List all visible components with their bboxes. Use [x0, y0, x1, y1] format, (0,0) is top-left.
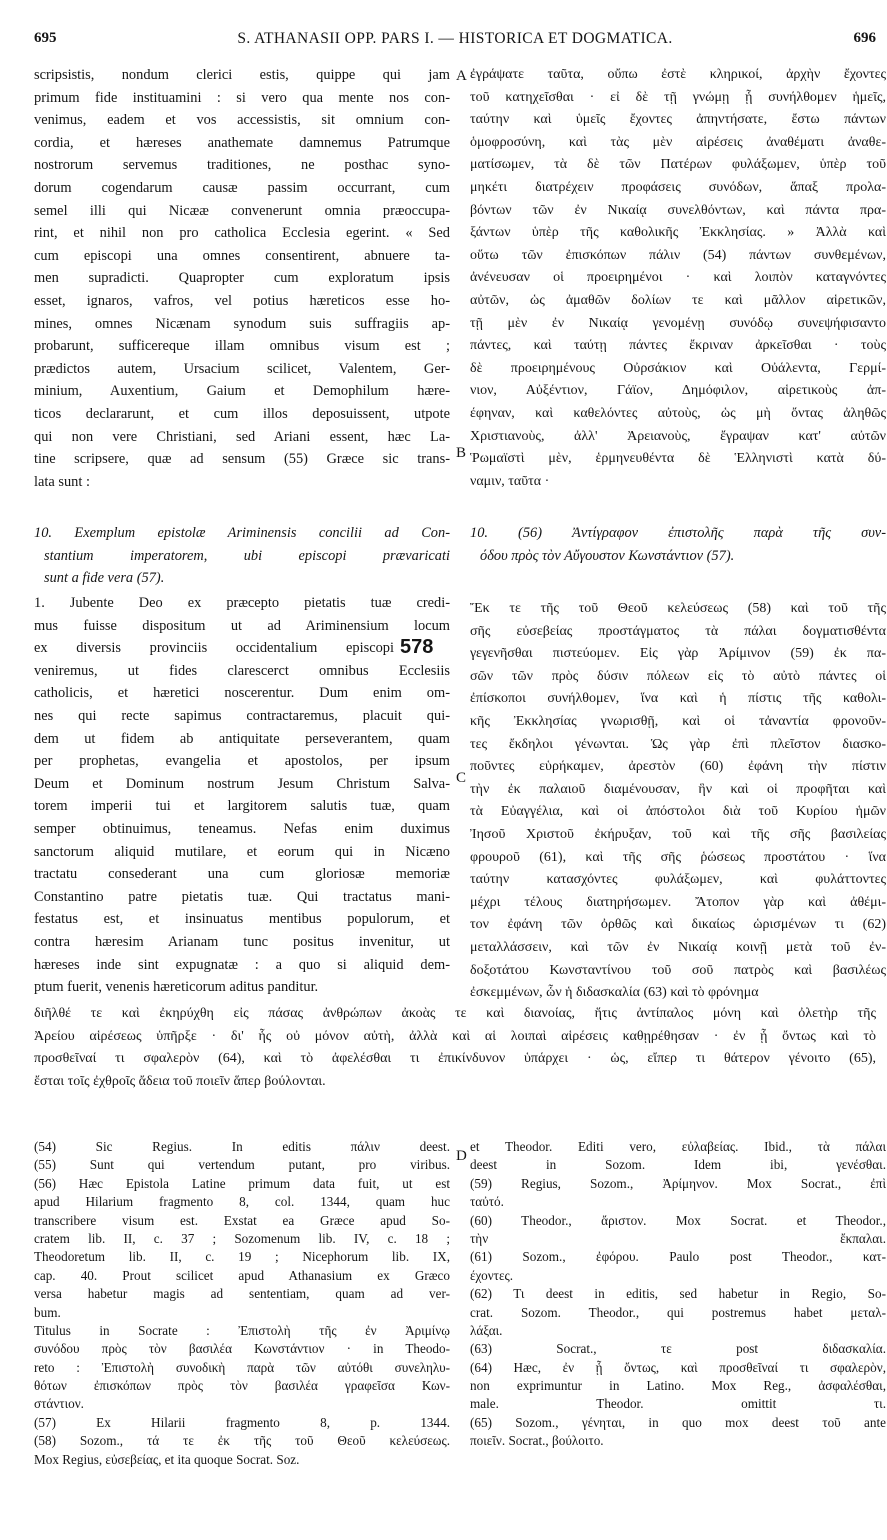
- greek-top-line: έφηναν, καὶ καθελόντες αὐτοὺς, ὡς μὴ ὄντας ἀληθῶς: [470, 405, 886, 421]
- greek-top-line: ναμιν, ταῦτα ·: [470, 473, 550, 489]
- greek-body-line: μεταλλάσσειν, καὶ τῶν ἐν Νικαίᾳ κοινῇ μετὰ τοῦ ἐν-: [470, 939, 886, 955]
- latin-top-line: men supradicti. Quapropter cum exploratum ipsis: [34, 270, 450, 287]
- latin-top-line: minium, Auxentium, Gaium et Demophilum hære-: [34, 383, 450, 400]
- latin-body-line: Deum et Dominum nostrum Jesum Christum Salva-: [34, 775, 450, 792]
- latin-text-top: [34, 64, 450, 493]
- latin-top-line: cum episcopi una omnes consentirent, abnuere ta-: [34, 247, 450, 264]
- footnote-left-line: Theodoretum lib. II, c. 19 ; Nicephorum lib. IX,: [34, 1249, 450, 1265]
- greek-top-line: αὐτῶν, ὡς ἀμαθῶν δολίων τε καὶ μᾶλλον αἱρετικῶν,: [470, 292, 886, 308]
- latin-body-line: tractatu consederant una cum gloriosæ memoriæ: [34, 866, 450, 883]
- greek-full-line: διῆλθέ τε καὶ ἐκηρύχθη εἰς πάσας ἀνθρώπων ἀκοὰς τε καὶ διανοίας, ἥτις ἀντίπαλος μόνη καὶ ὀλετὴρ τῆς: [34, 1006, 876, 1021]
- greek-text-full-width: [34, 1003, 876, 1093]
- latin-top-line: ticos declararunt, et cum illos deposuissent, utpote: [34, 405, 450, 422]
- margin-marker-a: A: [456, 68, 467, 84]
- footnote-right-line: λάξαι.: [470, 1322, 503, 1338]
- latin-body-line: torem imperii tui et largitorem salutis tuæ, quam: [34, 798, 450, 815]
- footnote-left-line: (54) Sic Regius. In editis πάλιν deest.: [34, 1139, 450, 1154]
- latin-body-line: Constantino patre pietatis tuæ. Qui tractatus mani-: [34, 888, 450, 905]
- latin-top-line: semel illi qui Nicææ convenerunt omnia præoccupa-: [34, 202, 450, 219]
- latin-top-line: tine scripsere, quæ ad sensum (55) Græce sic trans-: [34, 451, 450, 468]
- greek-top-line: ξάντων ὑπὲρ τῆς καθολικῆς Ἐκκλησίας. » Ἀλλὰ καὶ: [470, 225, 886, 241]
- latin-top-line: probarunt, sufficereque illam omnibus visum est ;: [34, 338, 450, 355]
- latin-body-line: festatus est, et insinuatus mentibus populorum, et: [34, 911, 450, 928]
- footnote-left-line: στάντιον.: [34, 1396, 84, 1412]
- latin-top-line: esset, ignaros, vafros, vel potius hæreticos esse ho-: [34, 292, 450, 309]
- greek-top-line: δὲ προειρημένους Οὐρσάκιον καὶ Οὐάλεντα, Γερμί-: [470, 360, 886, 376]
- latin-top-line: rint, et nihil non pro catholica Ecclesia egerint. « Sed: [34, 225, 450, 242]
- greek-top-line: νιον, Αὐξέντιον, Γάϊον, Δημόφιλον, αἱρετικοὺς ἀπ-: [470, 383, 886, 399]
- greek-full-line: ἔσται τοῖς ἐχθροῖς ἄδεια τοῦ ποιεῖν ἅπερ βούλονται.: [34, 1073, 326, 1089]
- greek-body-line: τες ἔκδηλοι γένωνται. Ὡς γὰρ ἐπὶ πλεῖστον διασκο-: [470, 736, 886, 752]
- latin-body-line: per prophetas, evangelia et apostolos, per ipsum: [34, 753, 450, 770]
- latin-top-line: dorum cogendarum causæ passim occurrant, cum: [34, 179, 450, 196]
- footnote-left-line: transcribere visum est. Exstat ea Græce apud So-: [34, 1212, 450, 1228]
- footnote-left-line: cratem lib. II, c. 37 ; Sozomenum lib. IV, c. 18 ;: [34, 1230, 450, 1246]
- page-number-right: 696: [853, 30, 876, 46]
- greek-body-line: ταύτην κατασχόντες φυλάξωμεν, καὶ φυλάττοντες: [470, 872, 886, 888]
- greek-top-line: τοῦ κατηχεῖσθαι · εἰ δὲ τῇ γνώμῃ ᾗ συνήλθομεν ἡμεῖς,: [470, 89, 886, 105]
- page-number-left: 695: [34, 30, 57, 46]
- latin-body-line: mus fuisse dispositum ut ad Ariminensium locum: [34, 617, 450, 634]
- footnote-left-line: θότων ἐπισκόπων πρὸς τὸν βασιλέα γραφεῖσα Κων-: [34, 1378, 450, 1394]
- greek-top-line: βόντων τῶν ἐν Νικαίᾳ συνελθόντων, καὶ πάντα πρα-: [470, 202, 886, 218]
- latin-body-line: sanctorum aliquid mutilare, et eorum qui in Nicæno: [34, 843, 450, 860]
- footnote-right-line: crat. Sozom. Theodor., qui postremus habet μεταλ-: [470, 1304, 886, 1320]
- footnote-right-line: ταὐτό.: [470, 1194, 504, 1210]
- greek-text-top: [470, 64, 886, 493]
- latin-body-line: ptum fuerit, venenis hæreticorum aditus panditur.: [34, 979, 319, 996]
- footnote-right-line: (62) Τι deest in editis, sed habetur in Regio, So-: [470, 1286, 886, 1302]
- footnote-left-line: (56) Hæc Epistola Latine primum data fuit, ut est: [34, 1175, 450, 1191]
- greek-top-line: ταύτην καὶ ὑμεῖς ἔχοντες ἀπηντήσατε, ἔστω πάντων: [470, 112, 886, 128]
- footnote-right-line: (64) Hæc, ἐν ᾗ ὄντως, καὶ προσθεῖναί τι σφαλερὸν,: [470, 1359, 886, 1375]
- latin-top-line: venimus, eadem et vos accessistis, sit omnium con-: [34, 112, 450, 129]
- latin-top-line: cordia, et hæreses anathemate damnemus Patrumque: [34, 134, 450, 151]
- greek-top-line: πάντες, καὶ ταύτῃ πάντες ἔκριναν ἀρκεῖσθαι · τοὺς: [470, 338, 886, 354]
- latin-body-line: catholicis, et hæretici noscerentur. Dum enim om-: [34, 685, 450, 702]
- latin-top-line: mines, omnes Nicænam synodum suis suffragiis ap-: [34, 315, 450, 332]
- greek-body-line: φρουροῦ (61), καὶ τῆς σῆς ῥώσεως προστάτου · ἵνα: [470, 849, 886, 865]
- footnote-right-line: (60) Theodor., ἄριστον. Mox Socrat. et Theodor.,: [470, 1212, 886, 1228]
- footnotes-right: [470, 1138, 886, 1451]
- latin-body-line: 1. Jubente Deo ex præcepto pietatis tuæ credi-: [34, 595, 450, 611]
- footnote-right-line: (63) Socrat., τε post διδασκαλία.: [470, 1341, 886, 1357]
- latin-top-line: qui non vere Christiani, sed Ariani essent, hæc La-: [34, 428, 450, 445]
- latin-body-line: contra hæresim Arianam tunc positus invenitur, ut: [34, 933, 450, 950]
- latin-heading-line: sunt a fide vera (57).: [44, 570, 165, 587]
- latin-top-line: scripsistis, nondum clerici estis, quippe qui jam: [34, 67, 450, 83]
- footnote-right-line: τὴν ἔκπαλαι.: [470, 1230, 886, 1246]
- latin-body-line: veniremus, ut fides clarescerct omnibus Ecclesiis: [34, 662, 450, 679]
- greek-body-line: Ἰησοῦ Χριστοῦ ἐκήρυξαν, τοῦ καὶ τῆς σῆς βασιλείας: [470, 826, 886, 842]
- greek-body-line: κῆς Ἐκκλησίας γνωρισθῇ, καὶ οἱ τἀναντία φρονοῦν-: [470, 713, 886, 729]
- margin-marker-d: D: [456, 1148, 467, 1164]
- latin-heading-line: stantium imperatorem, ubi episcopi prævaricati: [44, 547, 450, 564]
- greek-top-line: ἀνένευσαν οἱ προειρημένοι · καὶ λοιπὸν καταγνόντες: [470, 270, 886, 286]
- latin-body-line: nes qui recte sapimus contractaremus, placuit qui-: [34, 707, 450, 724]
- footnote-right-line: et Theodor. Editi vero, εὐλαβείας. Ibid., τὰ πάλαι: [470, 1139, 886, 1154]
- latin-body-line: dem ut fidem ab antiquitate perseverantem, quam: [34, 730, 450, 747]
- greek-body-line: ποῦντες εὑρήκαμεν, ἀρεστὸν (60) ἐφάνη τὴν πίστιν: [470, 759, 886, 775]
- latin-heading-line: 10. Exemplum epistolæ Ariminensis concilii ad Con-: [34, 525, 450, 541]
- latin-top-line: prædictos autem, Ursacium scilicet, Valentem, Ger-: [34, 360, 450, 377]
- footnote-left-line: bum.: [34, 1304, 61, 1320]
- footnotes-left: [34, 1138, 450, 1469]
- footnote-right-line: deest in Sozom. Idem ibi, γενέσθαι.: [470, 1157, 886, 1173]
- footnote-right-line: non exprimuntur in Latino. Mox Reg., ἀσφαλέσθαι,: [470, 1378, 886, 1394]
- latin-body-line: hæreses inde sint expugnatæ : a quo si aliquid dem-: [34, 956, 450, 973]
- greek-body-line: τὴν ἐκ παλαιοῦ διαμένουσαν, ἣν καὶ οἱ προφῆται καὶ: [470, 781, 886, 797]
- footnote-left-line: reto : Ἐπιστολὴ συνοδικὴ παρὰ τῶν αὐτόθι συνεληλυ-: [34, 1359, 450, 1375]
- latin-body-line: semper obtinuimus, teneamus. Nefas enim duximus: [34, 820, 450, 837]
- greek-text-body: [470, 598, 886, 1005]
- footnote-left-line: συνόδου πρὸς τὸν βασιλέα Κωνστάντιον · in Theodo-: [34, 1341, 450, 1357]
- greek-top-line: ἐγράψατε ταῦτα, οὔπω ἐστὲ κληρικοί, ἀρχὴν ἔχοντες: [470, 67, 886, 82]
- footnote-left-line: (58) Sozom., τά τε ἐκ τῆς τοῦ Θεοῦ κελεύσεως.: [34, 1433, 450, 1449]
- greek-heading-line: 10. (56) Ἀντίγραφον ἐπιστολῆς παρὰ τῆς συν-: [470, 525, 886, 541]
- greek-body-line: μέχρι τέλους διατηρήσωμεν. Ἄτοπον γὰρ καὶ ἀθέμι-: [470, 894, 886, 910]
- margin-marker-b: B: [456, 445, 467, 461]
- greek-body-line: γεγενῆσθαι πιστεύομεν. Εἰς γὰρ Ἀρίμινον (59) ἐκ πα-: [470, 646, 886, 662]
- footnote-right-line: (61) Sozom., ἐφόρου. Paulo post Theodor., κατ-: [470, 1249, 886, 1265]
- greek-body-line: σῶν τῶν πρὸς δύσιν πόλεων εἰς τὸ αὐτὸ πάντες οἱ: [470, 668, 886, 684]
- latin-section-heading: [34, 522, 450, 590]
- greek-top-line: Ῥωμαϊστὶ μὲν, ἑρμηνευθέντα δὲ Ἑλληνιστὶ κατὰ δύ-: [470, 451, 886, 467]
- greek-top-line: οὕτω τῶν ἐπισκόπων πάλιν (54) πάντων συνθεμένων,: [470, 247, 886, 263]
- latin-top-line: primum fide instituamini : si vero qua mente nos con-: [34, 89, 450, 106]
- greek-full-line: προσθεῖναί τι σφαλερὸν (64), καὶ τὸ ἀφελέσθαι τι ἐπικίνδυνον ὑπάρχει · ὡς, εἴπερ τι θάτερον γένοιτο (65),: [34, 1051, 876, 1067]
- margin-marker-c: C: [456, 770, 467, 786]
- footnote-right-line: (65) Sozom., γένηται, in quo mox deest τοῦ ante: [470, 1414, 886, 1430]
- greek-body-line: ἐσκεμμένων, ὧν ἡ διδασκαλία (63) καὶ τὸ φρόνημα: [470, 985, 759, 1001]
- greek-top-line: μηκέτι διατρέχειν προφάσεις συνόδων, ἅπαξ προλα-: [470, 179, 886, 195]
- latin-top-line: nostrorum servemus traditiones, ne posthac syno-: [34, 157, 450, 174]
- greek-top-line: τῇ μὲν ἐν Νικαίᾳ γενομένῃ συνόδῳ συνεψήφισαντο: [470, 315, 886, 331]
- latin-top-line: lata sunt :: [34, 473, 90, 490]
- greek-top-line: ματίσωμεν, τὰ δὲ τῶν Πατέρων φυλάξωμεν, ὑπὲρ τοῦ: [470, 157, 886, 173]
- latin-text-body: [34, 592, 450, 999]
- footnote-left-line: Mox Regius, εὐσεβείας, et ita quoque Socrat. Soz.: [34, 1451, 300, 1467]
- page-header: [34, 30, 876, 54]
- footnote-left-line: Titulus in Socrate : Ἐπιστολὴ τῆς ἐν Ἀριμίνῳ: [34, 1322, 450, 1338]
- greek-body-line: τον ἐφάνη τῶν ὀρθῶς καὶ δικαίως ὡρισμένων τι (62): [470, 917, 886, 933]
- greek-heading-line: όδου πρὸς τὸν Αὔγουστον Κωνστάντιον (57).: [480, 547, 735, 564]
- footnote-left-line: apud Hilarium fragmento 8, col. 1344, quam huc: [34, 1194, 450, 1210]
- greek-body-line: Ἔκ τε τῆς τοῦ Θεοῦ κελεύσεως (58) καὶ τοῦ τῆς: [470, 601, 886, 616]
- greek-top-line: ὁμοφροσύνη, καὶ τὰς μὲν αἱρέσεις ἀναθέματι ἀναθε-: [470, 134, 886, 150]
- footnote-right-line: male. Theodor. omittit τι.: [470, 1396, 886, 1412]
- column-number: 578: [400, 636, 434, 658]
- latin-body-line: ex diversis provinciis occidentalium episcopi: [34, 640, 394, 657]
- greek-body-line: τὰ Εὐαγγέλια, καὶ οἱ ἀπόστολοι διὰ τοῦ Κυρίου ἡμῶν: [470, 804, 886, 820]
- greek-section-heading: [470, 522, 886, 567]
- running-title: S. ATHANASII OPP. PARS I. — HISTORICA ET DOGMATICA.: [237, 30, 673, 47]
- footnote-left-line: cap. 40. Prout scilicet apud Athanasium ex Græco: [34, 1267, 450, 1283]
- footnote-left-line: (55) Sunt qui vertendum putant, pro viribus.: [34, 1157, 450, 1173]
- footnote-left-line: (57) Ex Hilarii fragmento 8, p. 1344.: [34, 1414, 450, 1430]
- greek-full-line: Ἀρείου αἱρέσεως ὑπῆρξε · δι' ἧς οὐ μόνον αὐτὴ, ἀλλὰ καὶ αἱ λοιπαὶ αἱρέσεις καθῃρέθησαν · ἐν ᾗ ὄντως καὶ τὸ: [34, 1028, 876, 1044]
- greek-top-line: Χριστιανοὺς, ἀλλ' Ἀρειανοὺς, ἔγραψαν κατ' αὐτῶν: [470, 428, 886, 444]
- greek-body-line: δοξοτάτου Κωνσταντίνου τοῦ σοῦ πατρὸς καὶ βασιλέως: [470, 962, 886, 978]
- footnote-right-line: (59) Regius, Sozom., Ἀρίμηνον. Mox Socrat., ἐπὶ: [470, 1175, 886, 1191]
- footnote-right-line: ποιεῖν. Socrat., βούλοιτο.: [470, 1433, 604, 1449]
- greek-body-line: ἐπίσκοποι συνήλθομεν, ἵνα καὶ ἡ πίστις τῆς καθολι-: [470, 691, 886, 707]
- footnote-right-line: έχοντες.: [470, 1267, 514, 1283]
- footnote-left-line: versa habetur magis ad sententiam, quam ad ver-: [34, 1286, 450, 1302]
- greek-body-line: σῆς εὐσεβείας προστάγματος τὰ πάλαι δογματισθέντα: [470, 623, 886, 639]
